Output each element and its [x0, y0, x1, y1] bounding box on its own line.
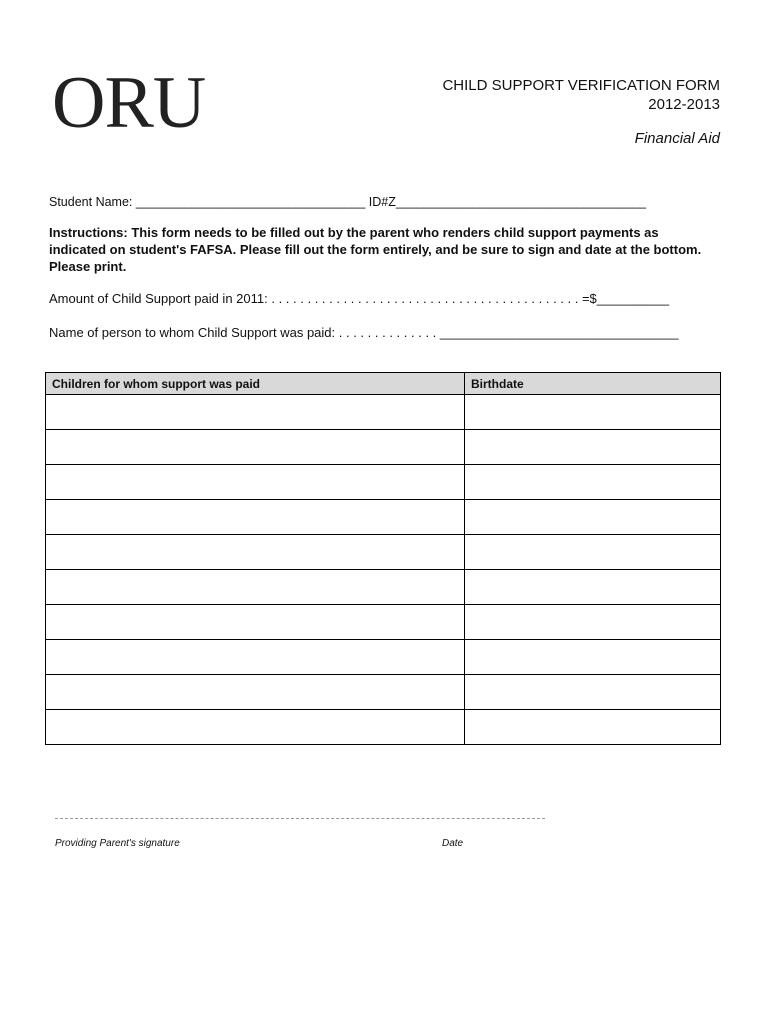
birthdate-cell[interactable] — [465, 570, 721, 605]
signature-line[interactable] — [55, 818, 545, 819]
birthdate-cell[interactable] — [465, 465, 721, 500]
birthdate-cell[interactable] — [465, 430, 721, 465]
child-name-cell[interactable] — [46, 430, 465, 465]
table-row — [46, 500, 721, 535]
table-row — [46, 465, 721, 500]
date-label: Date — [442, 838, 464, 849]
birthdate-column-header: Birthdate — [465, 373, 721, 395]
child-name-cell[interactable] — [46, 570, 465, 605]
form-title: CHILD SUPPORT VERIFICATION FORM — [442, 77, 720, 94]
table-row — [46, 640, 721, 675]
birthdate-cell[interactable] — [465, 640, 721, 675]
child-name-cell[interactable] — [46, 710, 465, 745]
table-row — [46, 535, 721, 570]
form-year: 2012-2013 — [648, 96, 720, 113]
child-support-amount-field[interactable]: Amount of Child Support paid in 2011: . . . . . . . . . . . . . . . . . . . . . . . . . . . . . . . . . . . . . . . . . . . =$__________ — [49, 291, 670, 306]
table-row — [46, 605, 721, 640]
child-name-cell[interactable] — [46, 640, 465, 675]
child-name-cell[interactable] — [46, 500, 465, 535]
signature-label: Providing Parent's signature — [55, 838, 180, 849]
child-name-cell[interactable] — [46, 605, 465, 640]
table-row — [46, 395, 721, 430]
support-recipient-field[interactable]: Name of person to whom Child Support was paid: . . . . . . . . . . . . . . _________________________________ — [49, 325, 679, 340]
child-name-cell[interactable] — [46, 465, 465, 500]
instructions-text: Instructions: This form needs to be filled out by the parent who renders child support payments as indicated on student's FAFSA. Please fill out the form entirely, and be sure to sign and date at the bottom. Please print. — [49, 225, 702, 274]
child-name-cell[interactable] — [46, 395, 465, 430]
birthdate-cell[interactable] — [465, 395, 721, 430]
birthdate-cell[interactable] — [465, 500, 721, 535]
children-column-header: Children for whom support was paid — [46, 373, 465, 395]
department-label: Financial Aid — [634, 130, 720, 147]
birthdate-cell[interactable] — [465, 535, 721, 570]
table-row — [46, 675, 721, 710]
children-support-table — [45, 372, 721, 745]
table-row — [46, 710, 721, 745]
table-row — [46, 570, 721, 605]
table-row — [46, 430, 721, 465]
oru-logo: ORU — [52, 62, 206, 144]
table-header-row — [46, 373, 721, 395]
child-name-cell[interactable] — [46, 535, 465, 570]
student-name-id-field[interactable]: Student Name: _________________________________ ID#Z____________________________________ — [49, 195, 647, 209]
birthdate-cell[interactable] — [465, 675, 721, 710]
birthdate-cell[interactable] — [465, 710, 721, 745]
form-header — [442, 76, 720, 147]
birthdate-cell[interactable] — [465, 605, 721, 640]
child-name-cell[interactable] — [46, 675, 465, 710]
